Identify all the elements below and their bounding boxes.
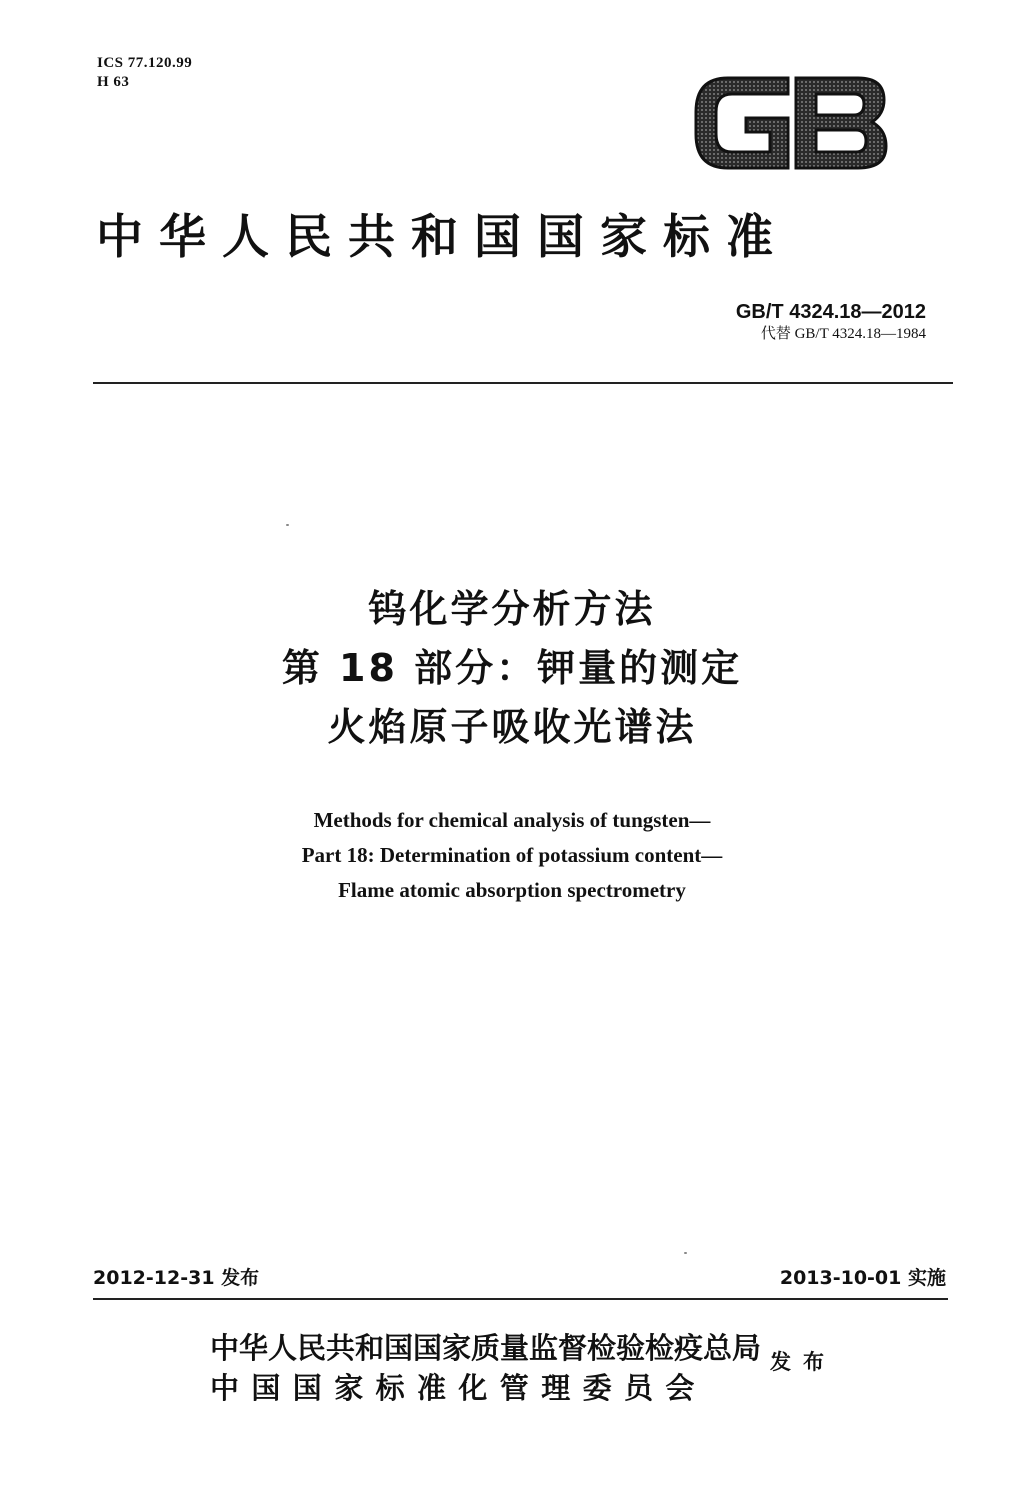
ccs-code: H 63: [97, 74, 130, 90]
gb-logo: [688, 68, 894, 178]
standard-number: GB/T 4324.18—2012: [735, 301, 926, 323]
publish-label: 发布: [770, 1350, 836, 1374]
scan-speck: [286, 524, 289, 526]
top-divider: [93, 382, 953, 384]
scan-speck: [684, 1252, 687, 1254]
en-title-line-1: Methods for chemical analysis of tungsten—: [313, 808, 711, 832]
english-title: [0, 803, 1024, 908]
ics-code: ICS 77.120.99: [97, 55, 193, 71]
issuer-sac: 中国国家标准化管理委员会: [210, 1371, 707, 1405]
cn-title-line-3: 火焰原子吸收光谱法: [327, 705, 697, 749]
issue-date: 2012-12-31 发布: [93, 1267, 260, 1289]
en-title-line-2: Part 18: Determination of potassium content—: [301, 843, 723, 867]
replaced-standard: 代替 GB/T 4324.18—1984: [760, 326, 926, 342]
cn-title-line-2: 第 18 部分：钾量的测定: [281, 646, 743, 690]
issuing-authorities: [210, 1328, 761, 1408]
classification-codes: [97, 54, 192, 92]
implementation-date: 2013-10-01 实施: [779, 1267, 946, 1289]
bottom-divider: [93, 1298, 948, 1300]
cn-title-line-1: 钨化学分析方法: [368, 587, 656, 631]
issuer-aqsiq: 中华人民共和国国家质量监督检验检疫总局: [210, 1331, 762, 1365]
standard-number-block: [736, 300, 926, 344]
chinese-title: [0, 580, 1024, 757]
national-standard-title: 中华人民共和国国家标准: [96, 210, 789, 265]
en-title-line-3: Flame atomic absorption spectrometry: [338, 878, 686, 902]
